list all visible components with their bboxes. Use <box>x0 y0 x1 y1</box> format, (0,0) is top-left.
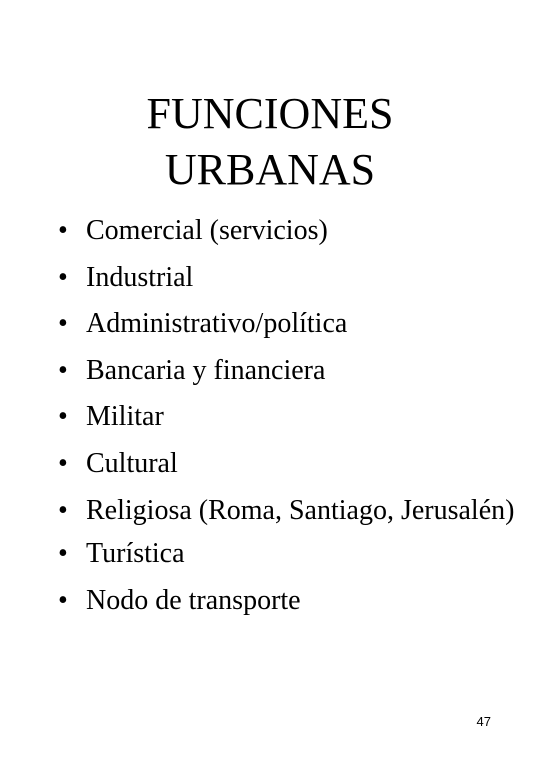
page-number: 47 <box>476 714 491 729</box>
list-item-industrial <box>58 255 528 302</box>
list-item-militar <box>58 394 528 441</box>
list-item-religiosa <box>58 487 528 531</box>
bullet-icon: • <box>58 538 68 569</box>
list-item-text: Comercial (servicios) <box>86 215 328 246</box>
slide-title <box>0 86 540 198</box>
bullet-list <box>58 208 528 624</box>
list-item-text: Administrativo/política <box>86 308 348 339</box>
list-item-text: Nodo de transporte <box>86 584 301 616</box>
list-item-transporte <box>58 578 528 625</box>
slide-title-line-2: URBANAS <box>164 145 376 194</box>
list-item-text: Bancaria y financiera <box>86 354 326 386</box>
bullet-icon: • <box>58 308 68 339</box>
list-item-bancaria <box>58 348 528 395</box>
list-item-text: Militar <box>86 401 164 432</box>
list-item-text: Turística <box>86 538 185 569</box>
slide-title-line-1: FUNCIONES <box>146 89 394 138</box>
bullet-icon: • <box>58 401 68 432</box>
bullet-icon: • <box>58 354 68 386</box>
list-item-turistica <box>58 531 528 578</box>
list-item-comercial <box>58 208 528 255</box>
list-item-administrativo <box>58 301 528 348</box>
bullet-icon: • <box>58 495 68 526</box>
bullet-icon: • <box>58 261 68 293</box>
list-item-text: Religiosa (Roma, Santiago, Jerusalén) <box>86 495 515 526</box>
list-item-cultural <box>58 441 528 488</box>
bullet-icon: • <box>58 215 68 246</box>
list-item-text: Cultural <box>86 447 178 479</box>
bullet-icon: • <box>58 447 68 479</box>
bullet-icon: • <box>58 584 68 616</box>
list-item-text: Industrial <box>86 261 194 293</box>
